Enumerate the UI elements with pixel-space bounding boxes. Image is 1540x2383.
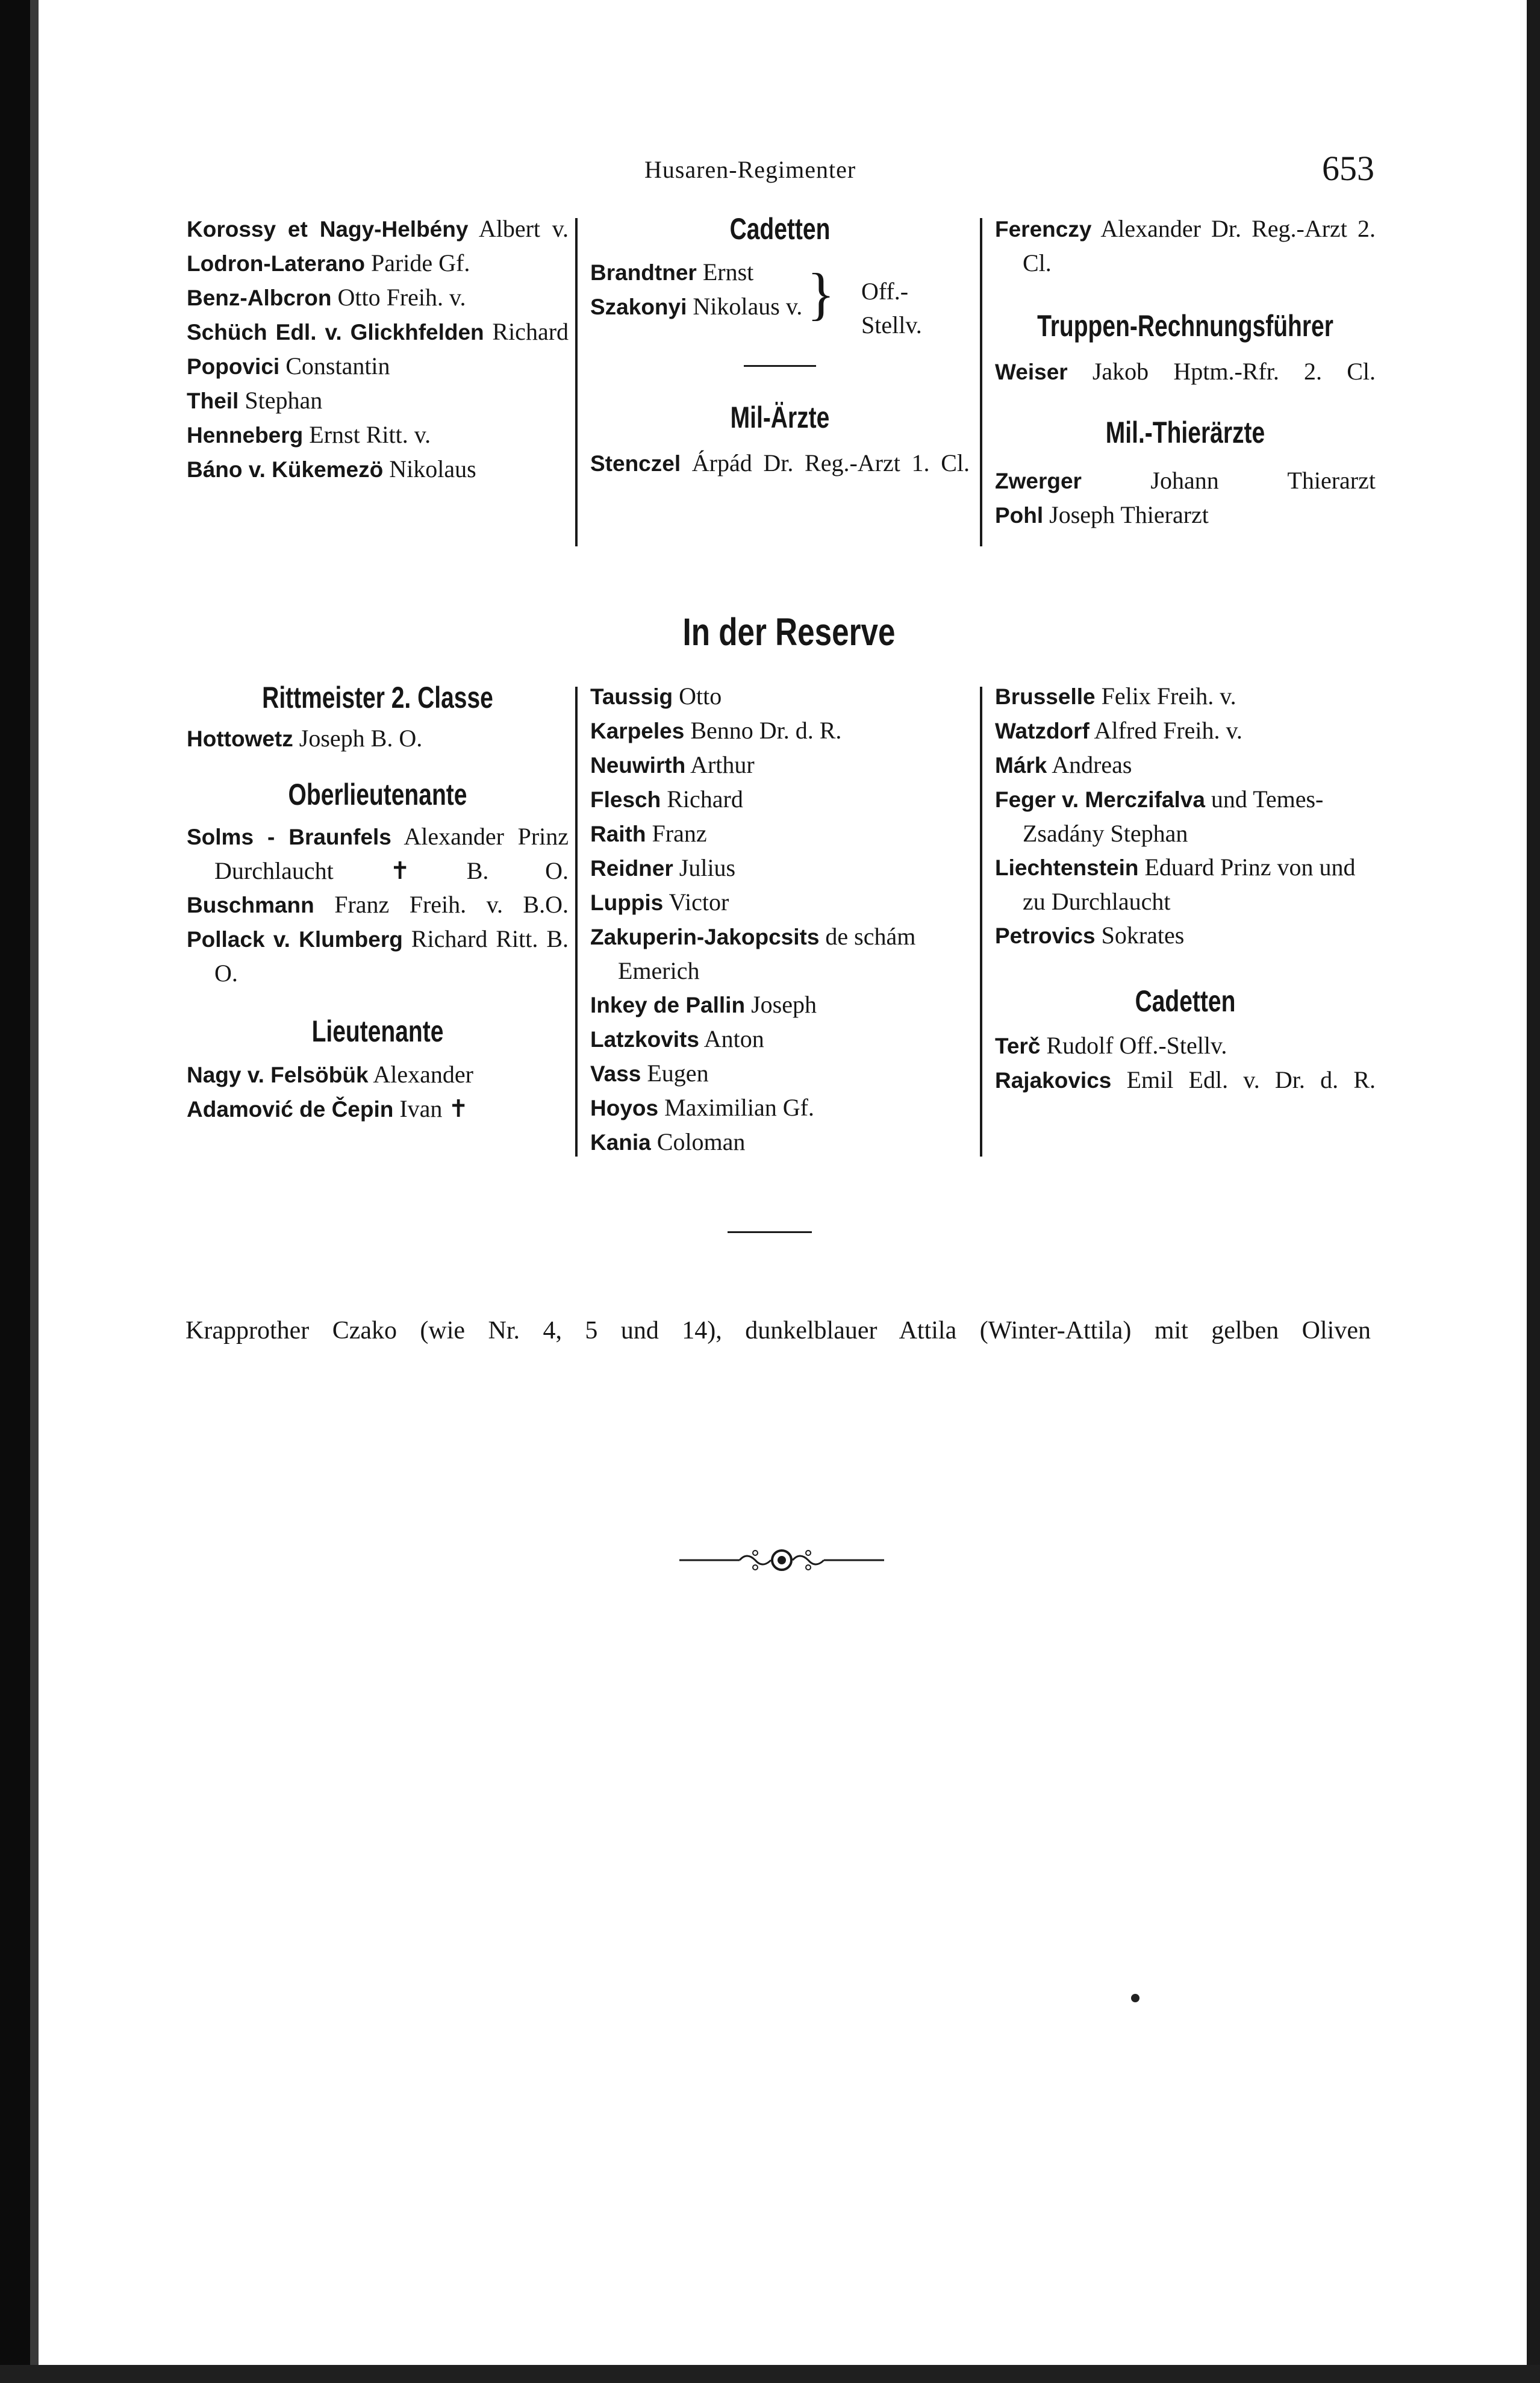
list-item: Luppis Victor <box>590 889 729 916</box>
top-right-column <box>995 212 1376 533</box>
column-rule <box>575 218 578 546</box>
list-item: Kania Coloman <box>590 1128 746 1155</box>
brace-glyph: } <box>807 261 835 326</box>
list-item: Korossy et Nagy-Helbény Albert v. <box>187 215 569 242</box>
list-item: Stenczel Árpád Dr. Reg.-Arzt 1. Cl. <box>590 449 970 476</box>
section-heading: Cadetten <box>1135 984 1236 1018</box>
list-item: Schüch Edl. v. Glickhfelden Richard <box>187 318 569 345</box>
list-item: Neuwirth Arthur <box>590 751 755 778</box>
section-title: In der Reserve <box>682 610 896 654</box>
list-item: Hoyos Maximilian Gf. <box>590 1094 814 1121</box>
list-item: Liechtenstein Eduard Prinz von und zu Durchlaucht <box>995 854 1356 915</box>
reserve-right-column <box>995 679 1376 1098</box>
list-item: Weiser Jakob Hptm.-Rfr. 2. Cl. <box>995 358 1376 385</box>
list-item: Flesch Richard <box>590 785 743 813</box>
scan-edge-right <box>1527 0 1540 2383</box>
list-item: Zwerger Johann Thierarzt <box>995 467 1376 494</box>
list-item: Rajakovics Emil Edl. v. Dr. d. R. <box>995 1066 1376 1093</box>
list-item: Adamović de Čepin Ivan ✝ <box>187 1095 469 1122</box>
list-item: Lodron-Laterano Paride Gf. <box>187 249 470 276</box>
list-item: Theil Stephan <box>187 387 323 414</box>
brace-text: Stellv. <box>861 311 922 339</box>
list-item: Petrovics Sokrates <box>995 922 1185 949</box>
section-heading: Mil-Ärzte <box>730 401 830 434</box>
brace-annotation <box>861 275 970 342</box>
list-item: Brusselle Felix Freih. v. <box>995 682 1236 710</box>
vignette-icon <box>679 1542 884 1581</box>
list-item: Buschmann Franz Freih. v. B.O. <box>187 891 569 918</box>
scan-edge-left-shadow <box>30 0 39 2383</box>
running-head: Husaren-Regimenter <box>644 156 856 183</box>
list-item: Feger v. Merczifalva und Temes-Zsadány Stephan <box>995 785 1324 847</box>
list-item: Ferenczy Alexander Dr. Reg.-Arzt 2. Cl. <box>995 215 1376 276</box>
brace-text: Off.- <box>861 278 909 305</box>
section-heading: Truppen-Rechnungsführer <box>1037 309 1333 343</box>
section-heading: Oberlieutenante <box>288 778 467 811</box>
list-item: Pollack v. Klumberg Richard Ritt. B. O. <box>187 925 569 987</box>
list-item: Nagy v. Felsöbük Alexander <box>187 1061 473 1088</box>
top-middle-column <box>590 212 970 481</box>
page-number: 653 <box>1322 149 1374 188</box>
section-heading: Mil.-Thierärzte <box>1105 416 1265 449</box>
reserve-middle-column <box>590 679 970 1160</box>
list-item: Inkey de Pallin Joseph <box>590 991 817 1018</box>
list-item: Popovici Constantin <box>187 352 390 379</box>
section-heading: Rittmeister 2. Classe <box>262 681 493 714</box>
list-item: Benz-Albcron Otto Freih. v. <box>187 284 466 311</box>
list-item: Solms - Braunfels Alexander Prinz Durchlaucht ✝ B. O. <box>187 823 569 884</box>
top-left-column <box>187 212 569 487</box>
list-item: Henneberg Ernst Ritt. v. <box>187 421 431 448</box>
list-item: Báno v. Kükemezö Nikolaus <box>187 455 476 483</box>
list-item: Reidner Julius <box>590 854 736 881</box>
list-item: Watzdorf Alfred Freih. v. <box>995 717 1242 744</box>
column-rule <box>575 687 578 1157</box>
reserve-left-column <box>187 681 569 1126</box>
divider <box>744 365 816 367</box>
column-rule <box>980 687 982 1157</box>
list-item: Hottowetz Joseph B. O. <box>187 725 423 752</box>
column-rule <box>980 218 982 546</box>
section-heading: Lieutenante <box>311 1014 444 1048</box>
list-item: Márk Andreas <box>995 751 1132 778</box>
list-item: Pohl Joseph Thierarzt <box>995 501 1209 528</box>
list-item: Vass Eugen <box>590 1060 709 1087</box>
list-item: Latzkovits Anton <box>590 1025 764 1052</box>
list-item: Terč Rudolf Off.-Stellv. <box>995 1032 1227 1059</box>
divider <box>728 1231 812 1233</box>
list-item: Brandtner Ernst <box>590 258 754 286</box>
list-item: Taussig Otto <box>590 682 722 710</box>
ink-speck <box>1131 1994 1139 2002</box>
scan-edge-bottom <box>0 2365 1540 2383</box>
list-item: Karpeles Benno Dr. d. R. <box>590 717 842 744</box>
list-item: Szakonyi Nikolaus v. <box>590 293 803 320</box>
section-heading: Cadetten <box>729 212 831 246</box>
list-item: Zakuperin-Jakopcsits de schám Emerich <box>590 923 916 984</box>
list-item: Raith Franz <box>590 820 707 847</box>
scan-edge-left <box>0 0 30 2383</box>
uniform-description: Krapprother Czako (wie Nr. 4, 5 und 14), dunkelblauer Attila (Winter-Attila) mit gelben Oliven <box>185 1317 1371 1345</box>
